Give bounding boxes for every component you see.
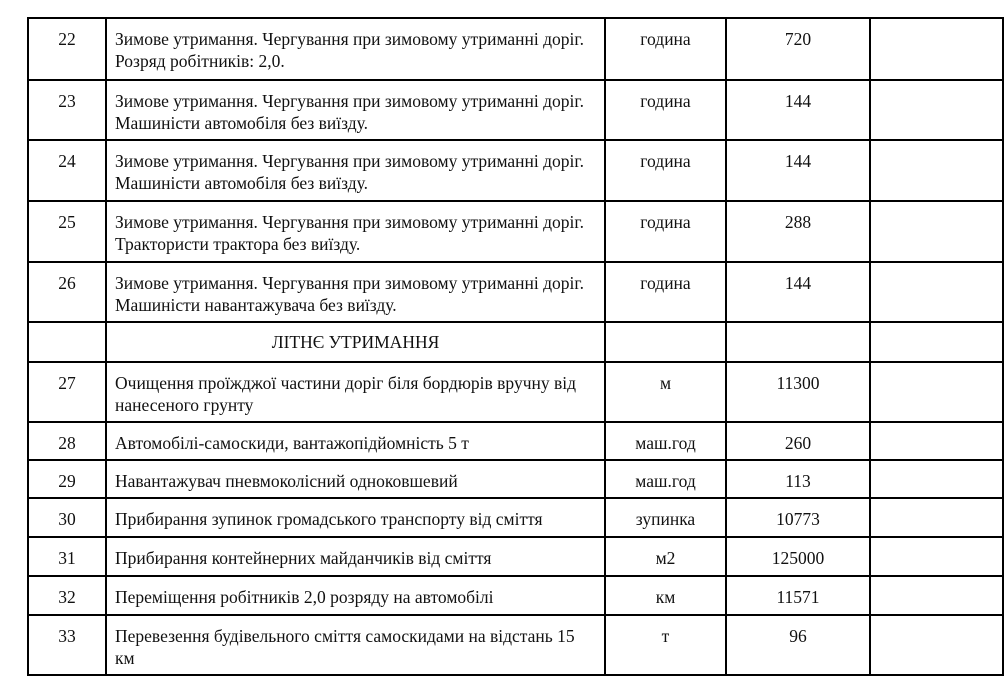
section-row (28, 322, 1003, 362)
extra-cell (870, 460, 1003, 498)
quantity: 125000 (726, 537, 870, 576)
table-row (28, 537, 1003, 576)
quantity: 288 (726, 201, 870, 262)
quantity: 96 (726, 615, 870, 675)
work-name: Зимове утримання. Чергування при зимовому утриманні доріг. Машиністи навантажувача без виїзду. (106, 262, 605, 322)
quantity: 720 (726, 18, 870, 80)
table-row (28, 576, 1003, 615)
quantity: 144 (726, 262, 870, 322)
quantity: 11300 (726, 362, 870, 422)
table-row (28, 201, 1003, 262)
extra-cell (870, 615, 1003, 675)
unit-of-measure: км (605, 576, 726, 615)
quantity: 113 (726, 460, 870, 498)
quantity: 260 (726, 422, 870, 460)
quantity: 10773 (726, 498, 870, 537)
unit-of-measure: маш.год (605, 422, 726, 460)
unit-of-measure: година (605, 18, 726, 80)
table-row (28, 422, 1003, 460)
table-row (28, 362, 1003, 422)
work-name: Зимове утримання. Чергування при зимовому утриманні доріг. Трактористи трактора без виїзду. (106, 201, 605, 262)
work-name: Зимове утримання. Чергування при зимовому утриманні доріг. Розряд робітників: 2,0. (106, 18, 605, 80)
extra-cell (870, 140, 1003, 201)
row-number: 33 (28, 615, 106, 675)
extra-cell (870, 576, 1003, 615)
work-name: Прибирання зупинок громадського транспорту від сміття (106, 498, 605, 537)
row-number: 23 (28, 80, 106, 140)
unit-of-measure: зупинка (605, 498, 726, 537)
unit-of-measure (605, 322, 726, 362)
row-number: 25 (28, 201, 106, 262)
extra-cell (870, 80, 1003, 140)
work-name: Прибирання контейнерних майданчиків від сміття (106, 537, 605, 576)
works-table (27, 17, 1004, 676)
unit-of-measure: година (605, 262, 726, 322)
work-name: Очищення проїжджої частини доріг біля бордюрів вручну від нанесеного грунту (106, 362, 605, 422)
table-row (28, 262, 1003, 322)
quantity: 11571 (726, 576, 870, 615)
work-name: Автомобілі-самоскиди, вантажопідйомність 5 т (106, 422, 605, 460)
row-number: 22 (28, 18, 106, 80)
unit-of-measure: м2 (605, 537, 726, 576)
work-name: Зимове утримання. Чергування при зимовому утриманні доріг. Машиністи автомобіля без виїзду. (106, 140, 605, 201)
table-row (28, 615, 1003, 675)
table-row (28, 18, 1003, 80)
extra-cell (870, 262, 1003, 322)
extra-cell (870, 362, 1003, 422)
table-row (28, 80, 1003, 140)
row-number: 29 (28, 460, 106, 498)
quantity (726, 322, 870, 362)
row-number: 26 (28, 262, 106, 322)
work-name: Зимове утримання. Чергування при зимовому утриманні доріг. Машиністи автомобіля без виїзду. (106, 80, 605, 140)
table-row (28, 498, 1003, 537)
work-name: Навантажувач пневмоколісний одноковшевий (106, 460, 605, 498)
unit-of-measure: т (605, 615, 726, 675)
quantity: 144 (726, 80, 870, 140)
extra-cell (870, 201, 1003, 262)
table-row (28, 460, 1003, 498)
unit-of-measure: маш.год (605, 460, 726, 498)
row-number: 32 (28, 576, 106, 615)
unit-of-measure: година (605, 201, 726, 262)
extra-cell (870, 537, 1003, 576)
row-number: 28 (28, 422, 106, 460)
row-number: 30 (28, 498, 106, 537)
extra-cell (870, 18, 1003, 80)
table-row (28, 140, 1003, 201)
row-number: 24 (28, 140, 106, 201)
work-name: Перевезення будівельного сміття самоскидами на відстань 15 км (106, 615, 605, 675)
unit-of-measure: м (605, 362, 726, 422)
unit-of-measure: година (605, 80, 726, 140)
extra-cell (870, 322, 1003, 362)
row-number: 31 (28, 537, 106, 576)
extra-cell (870, 498, 1003, 537)
section-title: ЛІТНЄ УТРИМАННЯ (106, 322, 605, 362)
unit-of-measure: година (605, 140, 726, 201)
extra-cell (870, 422, 1003, 460)
row-number: 27 (28, 362, 106, 422)
row-number (28, 322, 106, 362)
work-name: Переміщення робітників 2,0 розряду на автомобілі (106, 576, 605, 615)
quantity: 144 (726, 140, 870, 201)
